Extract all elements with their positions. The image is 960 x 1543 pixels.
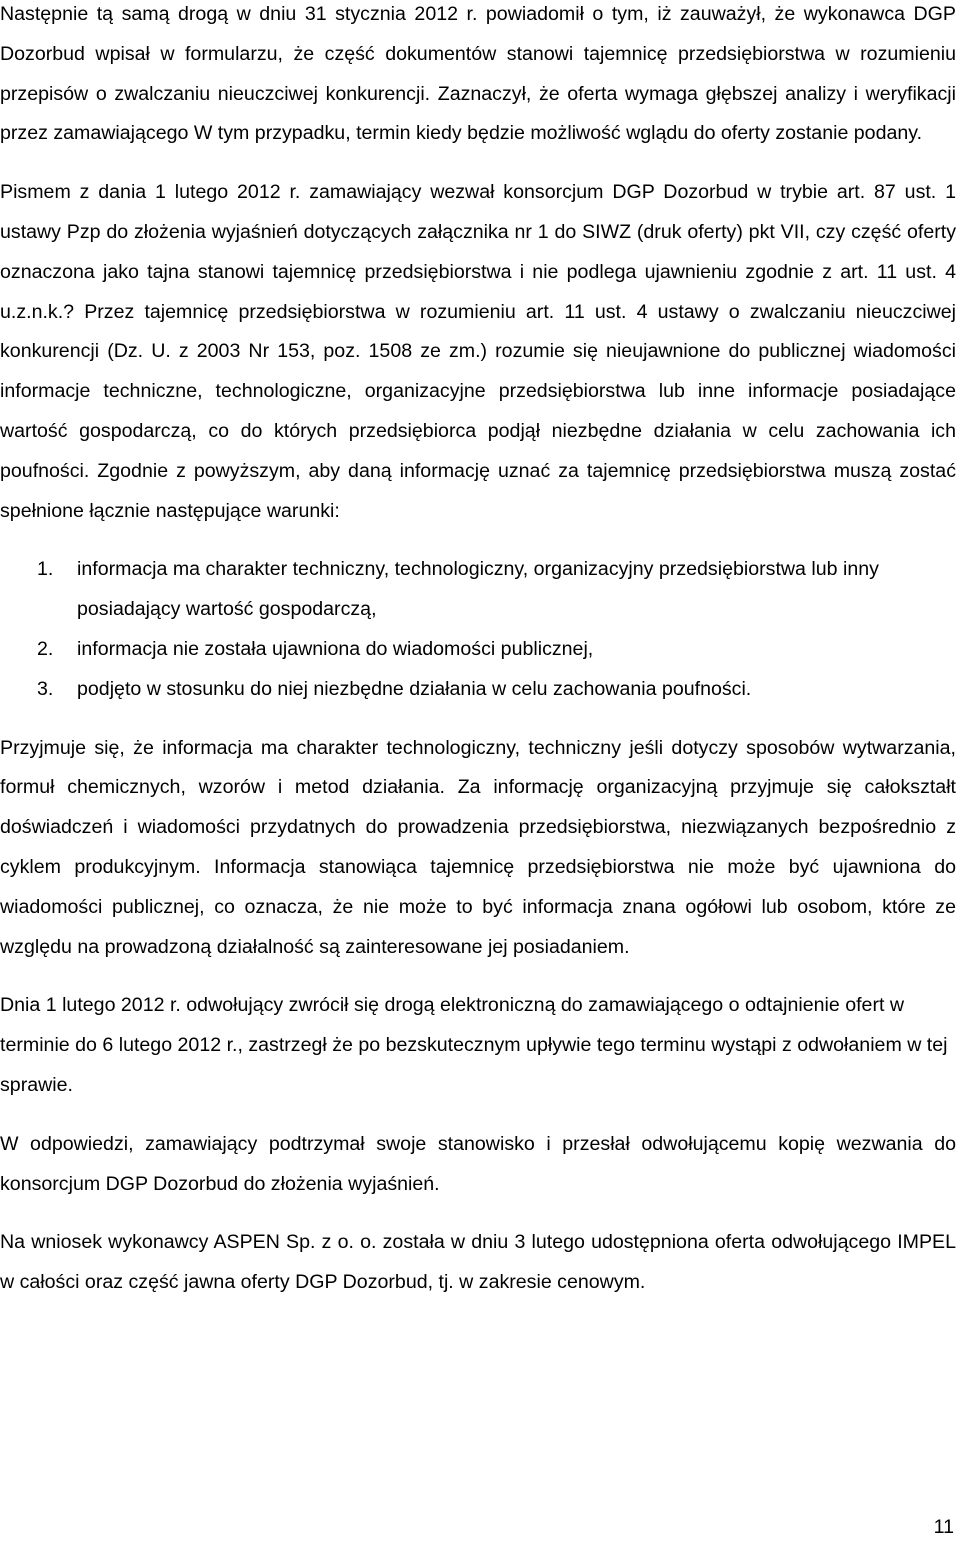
list-item-number: 3. (37, 677, 54, 700)
paragraph-notification: Następnie tą samą drogą w dniu 31 stycznia 2012 r. powiadomił o tym, iż zauważył, że wykonawca DGP Dozorbud wpisał w formularzu, że część dokumentów stanowi tajemnicę przedsiębiorstwa w rozumieniu przepisów o zwalczaniu nieuczciwej konkurencji. Zaznaczył, że oferta wymaga głębszej analizy i weryfikacji przez zamawiającego W tym przypadku, termin kiedy będzie możliwość wglądu do oferty zostanie podany. (0, 3, 956, 145)
paragraph-gap (0, 154, 956, 173)
paragraph-response: W odpowiedzi, zamawiający podtrzymał swoje stanowisko i przesłał odwołującemu kopię wezwania do konsorcjum DGP Dozorbud do złożenia wyjaśnień. (0, 1132, 956, 1195)
paragraph-disclosure-request: Dnia 1 lutego 2012 r. odwołujący zwrócił się drogą elektroniczną do zamawiającego o odtajnienie ofert w terminie do 6 lutego 2012 r., zastrzegł że po bezskutecznym upływie tego terminu wystąpi z odwołaniem w tej sprawie. (0, 994, 948, 1096)
paragraph-gap (0, 967, 956, 986)
paragraph-gap (0, 531, 956, 550)
list-item-text: podjęto w stosunku do niej niezbędne działania w celu zachowania poufności. (77, 677, 752, 700)
paragraph-gap (0, 1106, 956, 1125)
paragraph-aspen-request: Na wniosek wykonawcy ASPEN Sp. z o. o. została w dniu 3 lutego udostępniona oferta odwołującego IMPEL w całości oraz część jawna oferty DGP Dozorbud, tj. w zakresie cenowym. (0, 1231, 956, 1294)
list-item-text: informacja ma charakter techniczny, technologiczny, organizacyjny przedsiębiorstwa lub inny posiadający wartość gospodarczą, (77, 558, 879, 621)
paragraph-gap (0, 1204, 956, 1223)
list-item (0, 550, 956, 630)
list-item-number: 2. (37, 637, 54, 660)
list-item-number: 1. (37, 558, 54, 581)
list-item (0, 670, 956, 710)
paragraph-definitions: Przyjmuje się, że informacja ma charakter technologiczny, techniczny jeśli dotyczy sposobów wytwarzania, formuł chemicznych, wzorów i metod działania. Za informację organizacyjną przyjmuje się całokształt doświadczeń i wiadomości przydatnych do prowadzenia przedsiębiorstwa, niezwiązanych bezpośrednio z cyklem produkcyjnym. Informacja stanowiąca tajemnicę przedsiębiorstwa nie może być ujawniona do wiadomości publicznej, co oznacza, że nie może to być informacja znana ogółowi lub osobom, które ze względu na prowadzoną działalność są zainteresowane jej posiadaniem. (0, 736, 956, 958)
paragraph-gap (0, 710, 956, 729)
list-item-text: informacja nie została ujawniona do wiadomości publicznej, (77, 637, 594, 660)
conditions-list (0, 550, 956, 709)
paragraph-summons: Pismem z dania 1 lutego 2012 r. zamawiający wezwał konsorcjum DGP Dozorbud w trybie art. 87 ust. 1 ustawy Pzp do złożenia wyjaśnień dotyczących załącznika nr 1 do SIWZ (druk oferty) pkt VII, czy część oferty oznaczona jako tajna stanowi tajemnicę przedsiębiorstwa i nie podlega ujawnieniu zgodnie z art. 11 ust. 4 u.z.n.k.? Przez tajemnicę przedsiębiorstwa w rozumieniu art. 11 ust. 4 ustawy o zwalczaniu nieuczciwej konkurencji (Dz. U. z 2003 Nr 153, poz. 1508 ze zm.) rozumie się nieujawnione do publicznej wiadomości informacje techniczne, technologiczne, organizacyjne przedsiębiorstwa lub inne informacje posiadające wartość gospodarczą, co do których przedsiębiorca podjął niezbędne działania w celu zachowania ich poufności. Zgodnie z powyższym, aby daną informację uznać za tajemnicę przedsiębiorstwa muszą zostać spełnione łącznie następujące warunki: (0, 181, 956, 522)
list-item (0, 630, 956, 670)
page-number: 11 (933, 1516, 954, 1538)
